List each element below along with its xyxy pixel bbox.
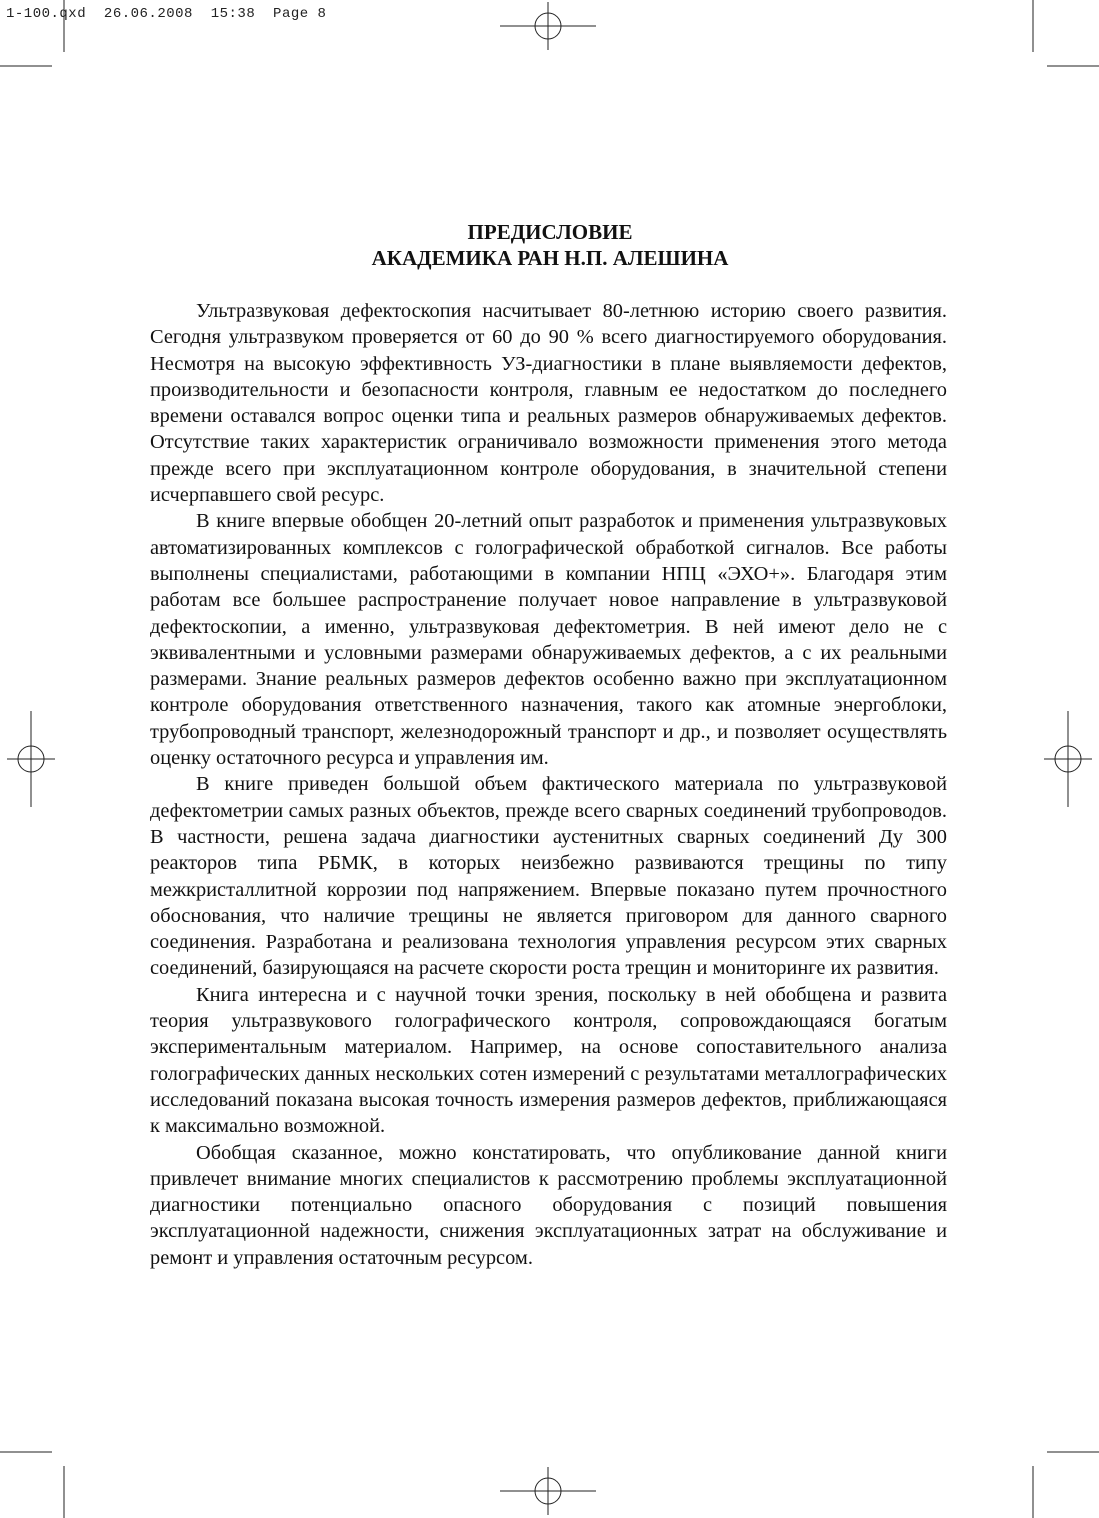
foreword-body (150, 298, 947, 1271)
registration-mark-top (500, 2, 596, 50)
title-line-2: АКАДЕМИКА РАН Н.П. АЛЕШИНА (371, 246, 729, 270)
paragraph-3: В книге приведен большой объем фактического материала по ультразвуковой дефектометрии самых разных объектов, прежде всего сварных соединений трубопроводов. В частности, решена задача диагностики аустенитных сварных соединений Ду 300 реакторов типа РБМК, в которых неизбежно развиваются трещины по типу межкристаллитной коррозии под напряжением. Впервые показано путем прочностного обоснования, что наличие трещины не является приговором для данного сварного соединения. Разработана и реализована технология управления ресурсом этих сварных соединений, базирующаяся на расчете скорости роста трещин и мониторинге их развития. (150, 773, 947, 980)
paragraph-5: Обобщая сказанное, можно констатировать, что опубликование данной книги привлечет внимание многих специалистов к рассмотрению проблемы эксплуатационной диагностики потенциально опасного оборудования с позиций повышения эксплуатационной надежности, снижения эксплуатационных затрат на обслуживание и ремонт и управления остаточным ресурсом. (150, 1141, 947, 1269)
registration-mark-right (1044, 711, 1092, 807)
registration-mark-left (7, 711, 55, 807)
paragraph-4: Книга интересна и с научной точки зрения, поскольку в ней обобщена и развита теория ультразвукового голографического контроля, сопровождающаяся богатым экспериментальным материалом. Например, на основе сопоставительного анализа голографических данных нескольких сотен измерений с результатами металлографических исследований показана высокая точность измерения размеров дефектов, приближающаяся к максимально возможной. (150, 983, 947, 1138)
paragraph-2: В книге впервые обобщен 20-летний опыт разработок и применения ультразвуковых автоматизированных комплексов с голографической обработкой сигналов. Все работы выполнены специалистами, работающими в компании НПЦ «ЭХО+». Благодаря этим работам все большее распространение получает новое направление в ультразвуковой дефектоскопии, а именно, ультразвуковая дефектометрия. В ней имеют дело не с эквивалентными и условными размерами обнаруживаемых дефектов, а с их реальными размерами. Знание реальных размеров дефектов особенно важно при эксплуатационном контроле оборудования ответственного назначения, такого как атомные энергоблоки, трубопроводный транспорт, железнодорожный транспорт и др., и позволяет осуществлять оценку остаточного ресурса и управления им. (150, 510, 947, 770)
title-line-1: ПРЕДИСЛОВИЕ (467, 220, 633, 244)
print-slug-line: 1-100.qxd 26.06.2008 15:38 Page 8 (6, 6, 327, 22)
page-title (150, 219, 950, 271)
registration-mark-bottom (500, 1467, 596, 1515)
paragraph-1: Ультразвуковая дефектоскопия насчитывает 80-летнюю историю своего развития. Сегодня ультразвуком проверяется от 60 до 90 % всего диагностируемого оборудования. Несмотря на высокую эффективность УЗ-диагностики в плане выявляемости дефектов, производительности и безопасности контроля, главным ее недостатком до последнего времени оставался вопрос оценки типа и реальных размеров обнаруживаемых дефектов. Отсутствие таких характеристик ограничивало возможности применения этого метода прежде всего при эксплуатационном контроле оборудования, в значительной степени исчерпавшего свой ресурс. (150, 300, 947, 507)
